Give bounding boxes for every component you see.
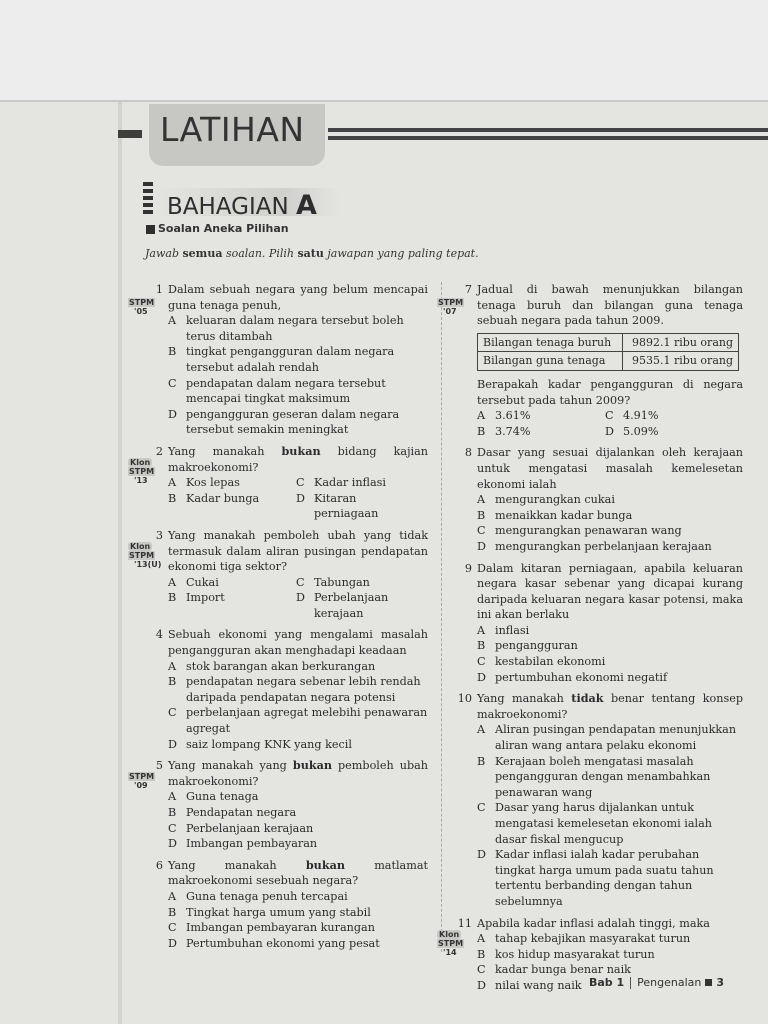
- title-rule-top: [328, 128, 768, 132]
- section-heading: [167, 190, 317, 221]
- page-footer: [589, 976, 724, 989]
- labour-table: [477, 333, 739, 371]
- question-1: 1 STPM '05 Dalam sebuah negara yang belum mencapai guna tenaga penuh, A keluaran dalam negara tersebut boleh terus ditambah B tingkat pengangguran dalam negara tersebut adalah rendah C pendapatan dalam negara tersebut mencapai tingkat maksimum D pengangguran geseran dalam negara tersebut semakin meningkat: [129, 283, 428, 437]
- column-divider: [441, 282, 442, 952]
- question-text: Sebuah ekonomi yang mengalami masalah pengangguran akan menghadapi keadaan: [168, 628, 428, 658]
- option-c[interactable]: C Dasar yang harus dijalankan untuk mengatasi kemelesetan ekonomi ialah dasar fiskal mengucup: [477, 801, 712, 846]
- option-d[interactable]: D pertumbuhan ekonomi negatif: [477, 670, 668, 684]
- question-text: Yang manakah yang bukan pemboleh ubah makroekonomi?: [168, 758, 429, 788]
- question-text: Dalam kitaran perniagaan, apabila keluaran negara kasar sebenar yang dicapai kurang daripada keluaran negara kasar potensi, maka ini akan berlaku: [477, 561, 743, 622]
- option-d[interactable]: D pengangguran geseran dalam negara tersebut semakin meningkat: [168, 407, 400, 437]
- question-3: 3 Klon STPM '13(U) Yang manakah pemboleh ubah yang tidak termasuk dalam aliran pusingan pendapatan ekonomi tiga sektor? A Cukai C Tabungan B Import D Perbelanjaan kerajaan: [129, 528, 428, 620]
- option-b[interactable]: B kos hidup masyarakat turun: [477, 947, 655, 961]
- option-a[interactable]: A tahap kebajikan masyarakat turun: [477, 932, 691, 946]
- question-11: 11 Klon STPM '14 Apabila kadar inflasi adalah tinggi, maka A tahap kebajikan masyarakat turun B kos hidup masyarakat turun C kadar bunga benar naik D nilai wang naik: [455, 916, 743, 994]
- option-d[interactable]: D Kadar inflasi ialah kadar perubahan tingkat harga umum pada suatu tahun tertentu berbanding dengan tahun sebelumnya: [477, 848, 714, 908]
- option-a[interactable]: A Aliran pusingan pendapatan menunjukkan aliran wang antara pelaku ekonomi: [477, 723, 737, 753]
- option-a[interactable]: A Cukai: [168, 575, 219, 589]
- question-text: Yang manakah bukan bidang kajian makroekonomi?: [168, 443, 428, 474]
- option-a[interactable]: A stok barangan akan berkurangan: [168, 659, 376, 673]
- klon-stpm-tag: Klon STPM '13(U): [129, 541, 162, 569]
- option-b[interactable]: B Tingkat harga umum yang stabil: [168, 905, 371, 919]
- footer-chapter: Bab 1: [588, 976, 625, 989]
- previous-page-edge: [0, 0, 768, 100]
- option-b[interactable]: B 3.74%: [477, 424, 531, 438]
- option-a[interactable]: A Guna tenaga: [168, 790, 259, 804]
- option-d[interactable]: D mengurangkan perbelanjaan kerajaan: [477, 539, 712, 553]
- option-d[interactable]: D Kitaran perniagaan: [296, 491, 379, 521]
- option-c[interactable]: C kestabilan ekonomi: [477, 655, 606, 669]
- option-b[interactable]: B menaikkan kadar bunga: [477, 508, 633, 522]
- option-b[interactable]: B Import: [168, 591, 225, 605]
- option-c[interactable]: C kadar bunga benar naik: [477, 963, 631, 977]
- option-c[interactable]: C perbelanjaan agregat melebihi penawaran agregat: [168, 706, 428, 736]
- question-10: 10 Yang manakah tidak benar tentang konsep makroekonomi? A Aliran pusingan pendapatan menunjukkan aliran wang antara pelaku ekonomi B Kerajaan boleh mengatasi masalah pengangguran dengan menambahkan penawaran wang C Dasar yang harus dijalankan untuk mengatasi kemelesetan ekonomi ialah dasar fiskal mengucup D Kadar inflasi ialah kadar perubahan tingkat harga umum pada suatu tahun tertentu berbanding dengan tahun sebelumnya: [457, 691, 743, 908]
- option-c[interactable]: C 4.91%: [605, 409, 659, 423]
- question-text: Yang manakah tidak benar tentang konsep makroekonomi?: [477, 691, 743, 721]
- question-text: Apabila kadar inflasi adalah tinggi, maka: [477, 916, 710, 930]
- option-a[interactable]: A mengurangkan cukai: [477, 493, 615, 507]
- table-row: [478, 333, 739, 352]
- question-text: Jadual di bawah menunjukkan bilangan tenaga buruh dan bilangan guna tenaga sebuah negara pada tahun 2009.: [477, 283, 743, 328]
- table-cell-label: Bilangan tenaga buruh: [478, 333, 623, 352]
- option-c[interactable]: C Imbangan pembayaran kurangan: [168, 921, 375, 935]
- left-column: [129, 282, 429, 957]
- page-gutter-shadow: [118, 102, 122, 1024]
- option-d[interactable]: D 5.09%: [605, 424, 659, 438]
- question-7: 7 STPM '07 Jadual di bawah menunjukkan bilangan tenaga buruh dan bilangan guna tenaga sebuah negara pada tahun 2009. Bilangan tenaga buruh 9892.1 ribu orang Bilangan guna tenaga 9535.1 ribu orang Berapakah kadar pengangguran di negara tersebut pada tahun 2009? A 3.61% C 4.91% B 3.74% D 5.09%: [438, 283, 743, 438]
- table-cell-value: 9892.1 ribu orang: [622, 333, 738, 352]
- option-a[interactable]: A 3.61%: [477, 409, 531, 423]
- option-a[interactable]: A inflasi: [477, 623, 530, 637]
- section-subtitle: Soalan Aneka Pilihan: [158, 222, 289, 235]
- stpm-tag: STPM '05: [129, 298, 155, 316]
- option-c[interactable]: C mengurangkan penawaran wang: [477, 524, 682, 538]
- option-c[interactable]: C pendapatan dalam negara tersebut mencapai tingkat maksimum: [168, 376, 386, 406]
- section-letter: A: [296, 190, 317, 221]
- question-text: Dasar yang sesuai dijalankan oleh kerajaan untuk mengatasi masalah kemelesetan ekonomi ialah: [477, 446, 743, 491]
- footer-section: Pengenalan: [637, 976, 702, 989]
- option-d[interactable]: D Pertumbuhan ekonomi yang pesat: [168, 936, 380, 950]
- stpm-tag: STPM '07: [438, 298, 464, 316]
- page-number: 3: [716, 976, 724, 989]
- klon-stpm-tag: Klon STPM '14: [438, 929, 464, 957]
- section-marker-icon: [143, 182, 153, 218]
- option-d[interactable]: D nilai wang naik: [477, 978, 582, 992]
- footer-square-icon: [705, 979, 712, 986]
- question-8: 8 Dasar yang sesuai dijalankan oleh kerajaan untuk mengatasi masalah kemelesetan ekonomi ialah A mengurangkan cukai B menaikkan kadar bunga C mengurangkan penawaran wang D mengurangkan perbelanjaan kerajaan: [464, 446, 743, 553]
- question-text: Dalam sebuah negara yang belum mencapai guna tenaga penuh,: [168, 283, 428, 312]
- option-d[interactable]: D Imbangan pembayaran: [168, 837, 318, 851]
- option-a[interactable]: A Kos lepas: [168, 476, 240, 490]
- option-b[interactable]: B tingkat pengangguran dalam negara tersebut adalah rendah: [168, 345, 395, 374]
- option-a[interactable]: A keluaran dalam negara tersebut boleh terus ditambah: [168, 314, 404, 343]
- title-rule-bottom: [328, 136, 768, 140]
- klon-stpm-tag: Klon STPM '13: [129, 457, 155, 485]
- question-2: 2 Klon STPM '13 Yang manakah bukan bidang kajian makroekonomi? A Kos lepas C Kadar inflasi B Kadar bunga D Kitaran perniagaan: [129, 443, 428, 521]
- option-c[interactable]: C Tabungan: [296, 575, 370, 589]
- question-9: 9 Dalam kitaran perniagaan, apabila keluaran negara kasar sebenar yang dicapai kurang daripada keluaran negara kasar potensi, maka ini akan berlaku A inflasi B pengangguran C kestabilan ekonomi D pertumbuhan ekonomi negatif: [464, 561, 743, 684]
- question-5: 5 STPM '09 Yang manakah yang bukan pemboleh ubah makroekonomi? A Guna tenaga B Pendapatan negara C Perbelanjaan kerajaan D Imbangan pembayaran: [129, 758, 429, 851]
- subtitle-square-icon: [146, 225, 155, 234]
- option-c[interactable]: C Kadar inflasi: [296, 476, 386, 490]
- right-column: [438, 282, 743, 1000]
- option-d[interactable]: D saiz lompang KNK yang kecil: [168, 737, 352, 751]
- option-b[interactable]: B Kadar bunga: [168, 491, 260, 505]
- title-left-rule: [118, 130, 142, 138]
- table-cell-value: 9535.1 ribu orang: [622, 352, 738, 371]
- option-b[interactable]: B pendapatan negara sebenar lebih rendah daripada pendapatan negara potensi: [168, 675, 421, 704]
- question-text: Yang manakah bukan matlamat makroekonomi sesebuah negara?: [168, 857, 428, 888]
- table-cell-label: Bilangan guna tenaga: [478, 352, 623, 371]
- option-d[interactable]: D Perbelanjaan kerajaan: [296, 591, 389, 620]
- question-6: 6 Yang manakah bukan matlamat makroekonomi sesebuah negara? A Guna tenaga penuh tercapai B Tingkat harga umum yang stabil C Imbangan pembayaran kurangan D Pertumbuhan ekonomi yang pesat: [155, 857, 428, 950]
- option-a[interactable]: A Guna tenaga penuh tercapai: [168, 889, 348, 903]
- option-c[interactable]: C Perbelanjaan kerajaan: [168, 821, 314, 835]
- page-title: LATIHAN: [160, 110, 305, 149]
- stpm-tag: STPM '09: [129, 772, 155, 791]
- footer-separator: [630, 977, 631, 989]
- question-4: 4 Sebuah ekonomi yang mengalami masalah pengangguran akan menghadapi keadaan A stok barangan akan berkurangan B pendapatan negara sebenar lebih rendah daripada pendapatan negara potensi C perbelanjaan agregat melebihi penawaran agregat D saiz lompang KNK yang kecil: [155, 628, 428, 751]
- instruction-text: Jawab semua soalan. Pilih satu jawapan yang paling tepat.: [145, 247, 479, 260]
- section-label: BAHAGIAN: [167, 194, 289, 220]
- question-text: Yang manakah pemboleh ubah yang tidak termasuk dalam aliran pusingan pendapatan ekonomi tiga sektor?: [168, 528, 428, 574]
- option-b[interactable]: B Kerajaan boleh mengatasi masalah pengangguran dengan menambahkan penawaran wang: [477, 754, 711, 799]
- option-b[interactable]: B pengangguran: [477, 639, 578, 653]
- question-subtext: Berapakah kadar pengangguran di negara tersebut pada tahun 2009?: [477, 377, 743, 407]
- option-b[interactable]: B Pendapatan negara: [168, 806, 297, 819]
- table-row: [478, 352, 739, 371]
